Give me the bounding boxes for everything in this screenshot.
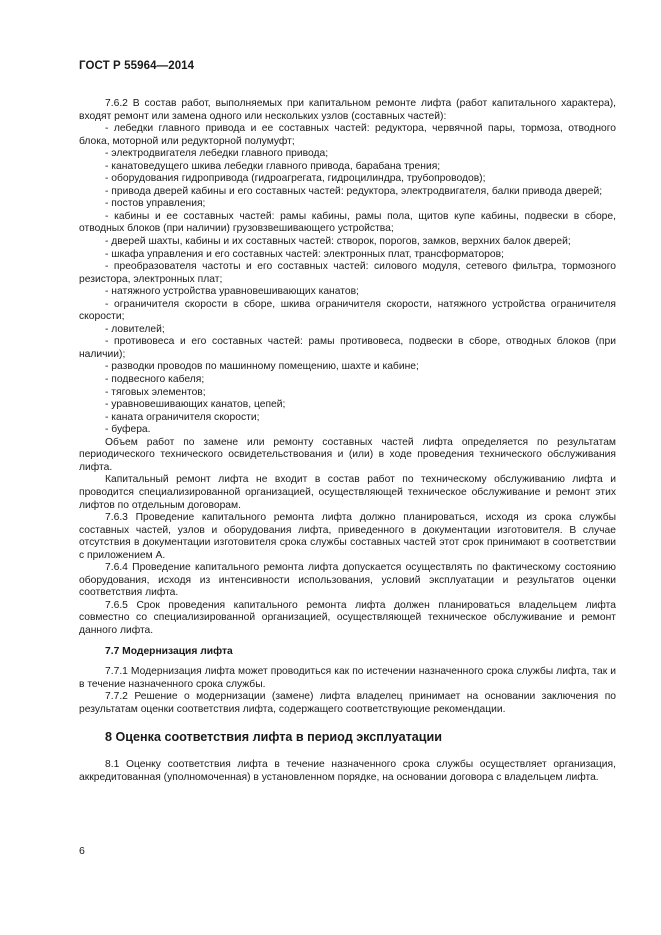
paragraph-7-6-4: 7.6.4 Проведение капитального ремонта лифта допускается осуществлять по фактическому состоянию оборудования, исходя из интенсивности использования, условий эксплуатации и результатов оценки соответствия лифта.	[79, 562, 616, 599]
page-number: 6	[79, 845, 85, 857]
list-item: - электродвигателя лебедки главного привода;	[105, 148, 329, 160]
list-item: - каната ограничителя скорости;	[105, 411, 260, 423]
list-item: - уравновешивающих канатов, цепей;	[105, 399, 286, 411]
paragraph-capital-repair: Капитальный ремонт лифта не входит в состав работ по техническому обслуживанию лифта и проводится специализированной организацией, осуществляющей техническое обслуживание и ремонт этих лифтов по отдельным договорам.	[79, 474, 616, 511]
list-item: - натяжного устройства уравновешивающих канатов;	[105, 286, 359, 298]
subsection-heading-7-7: 7.7 Модернизация лифта	[105, 645, 233, 657]
list-item: - оборудования гидропривода (гидроагрегата, гидроцилиндра, трубопроводов);	[105, 173, 486, 185]
list-item: - буфера.	[105, 424, 151, 436]
paragraph-7-7-2: 7.7.2 Решение о модернизации (замене) лифта владелец принимает на основании заключения по результатам оценки соответствия лифта, содержащего соответствующие рекомендации.	[79, 691, 616, 715]
paragraph-8-1: 8.1 Оценку соответствия лифта в течение назначенного срока службы осуществляет организация, аккредитованная (уполномоченная) в установленном порядке, на основании договора с владельцем лифта.	[79, 759, 616, 783]
document-header: ГОСТ Р 55964—2014	[79, 60, 195, 72]
list-item: - ограничителя скорости в сборе, шкива ограничителя скорости, натяжного устройства ограничителя скорости;	[79, 298, 616, 323]
list-item: - преобразователя частоты и его составных частей: силового модуля, сетевого фильтра, тормозного резистора, электронных плат;	[79, 261, 616, 285]
section-heading-8: 8 Оценка соответствия лифта в период эксплуатации	[105, 730, 442, 745]
list-item: - противовеса и его составных частей: рамы противовеса, подвески в сборе, отводных блоков (при наличии);	[79, 336, 616, 360]
list-item: - разводки проводов по машинному помещению, шахте и кабине;	[105, 361, 419, 373]
list-item: - постов управления;	[105, 198, 206, 210]
list-item: - шкафа управления и его составных частей: электронных плат, трансформаторов;	[105, 248, 504, 260]
paragraph-7-6-2: 7.6.2 В состав работ, выполняемых при капитальном ремонте лифта (работ капитального характера), входят ремонт или замена одного или нескольких узлов (составных частей):	[79, 98, 616, 122]
list-item: - ловителей;	[105, 323, 165, 335]
document-body	[79, 98, 616, 784]
paragraph-7-6-5: 7.6.5 Срок проведения капитального ремонта лифта должен планироваться владельцем лифта совместно со специализированной организацией, осуществляющей техническое обслуживание и ремонт данного лифта.	[79, 599, 616, 636]
list-item: - тяговых элементов;	[105, 386, 206, 398]
list-item: - кабины и ее составных частей: рамы кабины, рамы пола, щитов купе кабины, подвески в сборе, отводных блоков (при наличии) грузовзвешивающего устройства;	[79, 210, 616, 235]
list-item: - дверей шахты, кабины и их составных частей: створок, порогов, замков, верхних балок дверей;	[105, 236, 571, 248]
list-item: - канатоведущего шкива лебедки главного привода, барабана трения;	[105, 160, 441, 172]
list-item: - подвесного кабеля;	[105, 374, 205, 386]
list-item: - привода дверей кабины и его составных частей: редуктора, электродвигателя, балки привода дверей;	[105, 185, 603, 197]
list-item: - лебедки главного привода и ее составных частей: редуктора, червячной пары, тормоза, отводного блока, моторной или редукторной полумуфт;	[79, 123, 616, 147]
paragraph-7-6-3: 7.6.3 Проведение капитального ремонта лифта должно планироваться, исходя из срока службы составных частей, узлов и оборудования лифта, приведенного в документации изготовителя. В случае отсутствия в документации изготовителя срока службы составных частей этот срок принимают в соответствии с приложением А.	[79, 512, 616, 561]
paragraph-volume: Объем работ по замене или ремонту составных частей лифта определяется по результатам периодического технического освидетельствования и (или) в ходе проведения технического обслуживания лифта.	[79, 436, 616, 473]
paragraph-7-7-1: 7.7.1 Модернизация лифта может проводиться как по истечении назначенного срока службы лифта, так и в течение назначенного срока службы.	[79, 666, 616, 690]
